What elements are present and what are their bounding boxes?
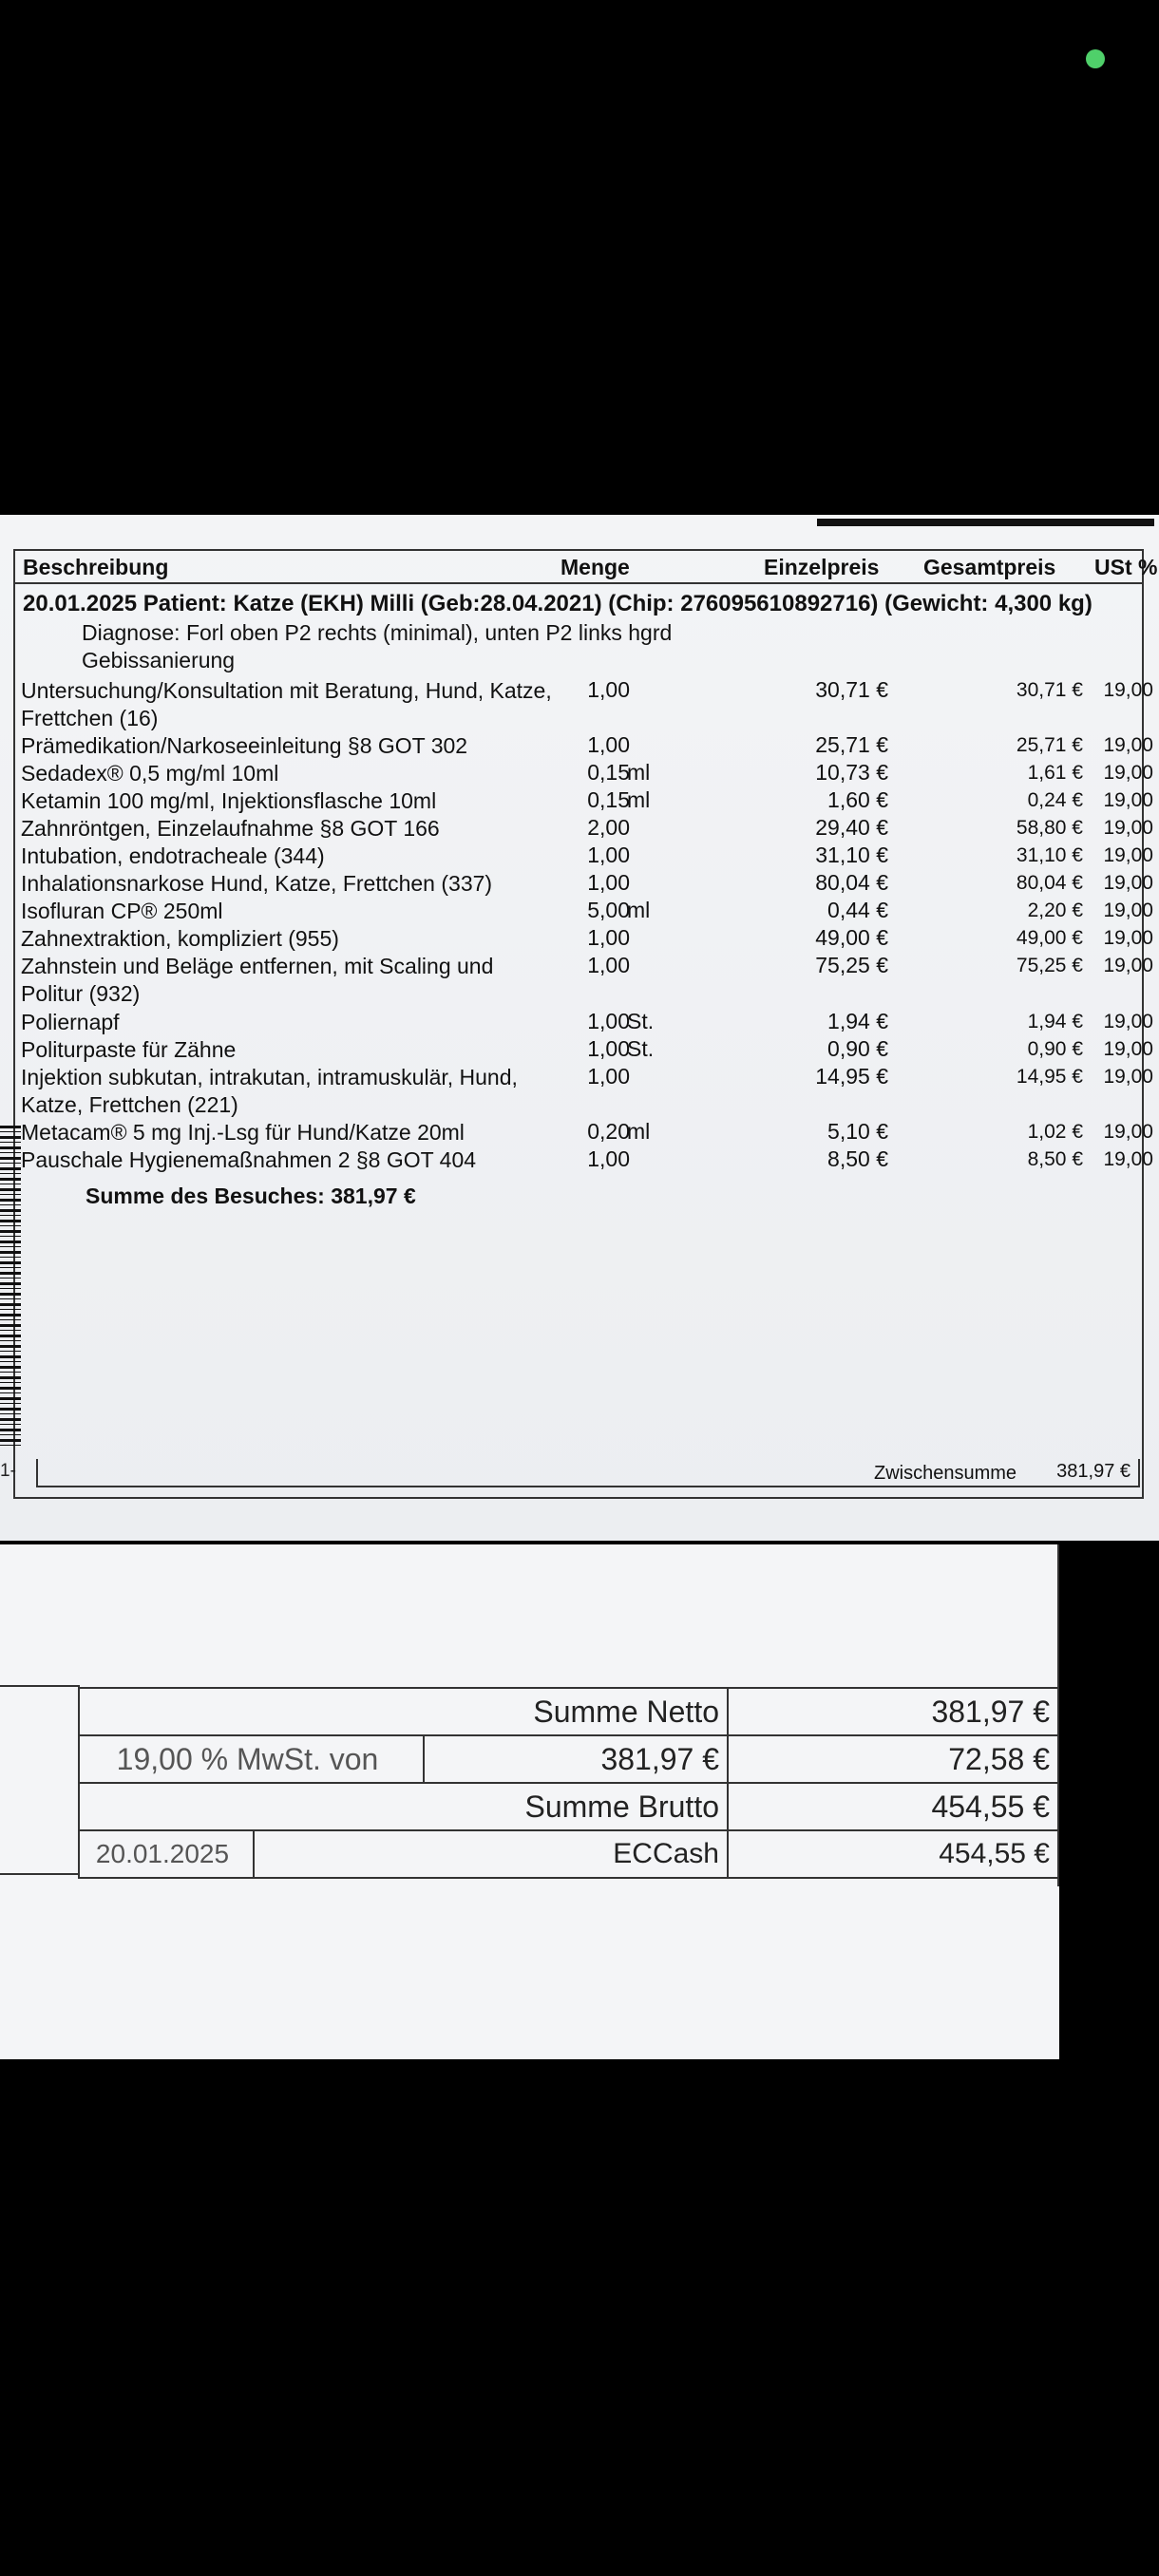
header-quantity: Menge (560, 555, 630, 579)
item-description: Injektion subkutan, intrakutan, intramuskulär, Hund, Katze, Frettchen (221) (21, 1065, 518, 1117)
item-total-price: 0,24 € (1027, 789, 1083, 811)
item-unit: ml (627, 787, 651, 812)
item-description: Untersuchung/Konsultation mit Beratung, Hund, Katze, Frettchen (16) (21, 678, 552, 730)
item-unit: St. (627, 1009, 655, 1033)
item-quantity: 2,00 (587, 815, 630, 840)
vat-label: 19,00 % MwSt. von (78, 1734, 425, 1784)
item-unit-price: 75,25 € (815, 953, 888, 977)
table-row (0, 677, 1159, 732)
item-quantity: 1,00 (587, 1064, 630, 1089)
item-description: Sedadex® 0,5 mg/ml 10ml (21, 761, 279, 786)
item-total-price: 49,00 € (1016, 927, 1083, 949)
item-unit-price: 0,44 € (827, 898, 888, 922)
header-total-price: Gesamtpreis (923, 555, 1056, 579)
item-total-price: 8,50 € (1027, 1148, 1083, 1170)
item-total-price: 58,80 € (1016, 817, 1083, 839)
item-unit-price: 5,10 € (827, 1119, 888, 1144)
camera-indicator-dot (1086, 49, 1105, 68)
top-edge-bar (817, 519, 1154, 526)
item-unit-price: 31,10 € (815, 843, 888, 867)
item-vat: 19,00 (1103, 1148, 1153, 1170)
item-quantity: 0,20 (587, 1119, 630, 1144)
item-total-price: 1,02 € (1027, 1121, 1083, 1143)
item-description: Isofluran CP® 250ml (21, 899, 223, 923)
item-total-price: 75,25 € (1016, 955, 1083, 976)
item-description: Zahnextraktion, kompliziert (955) (21, 926, 339, 951)
diagnosis-line-2: Gebissanierung (82, 648, 236, 672)
item-total-price: 14,95 € (1016, 1066, 1083, 1088)
item-description: Politurpaste für Zähne (21, 1037, 237, 1062)
item-quantity: 1,00 (587, 953, 630, 977)
item-unit-price: 14,95 € (815, 1064, 888, 1089)
net-value: 381,97 € (727, 1687, 1059, 1736)
item-vat: 19,00 (1103, 762, 1153, 784)
item-vat: 19,00 (1103, 844, 1153, 866)
item-vat: 19,00 (1103, 955, 1153, 976)
item-quantity: 0,15 (587, 760, 630, 785)
item-total-price: 0,90 € (1027, 1038, 1083, 1060)
barcode (0, 1126, 21, 1449)
patient-line: 20.01.2025 Patient: Katze (EKH) Milli (Geb:28.04.2021) (Chip: 276095610892716) (Gewicht: 4,300 kg) (23, 591, 1092, 616)
subtotal-label: Zwischensumme (874, 1463, 1017, 1484)
item-unit: ml (627, 898, 651, 922)
item-quantity: 1,00 (587, 870, 630, 895)
item-quantity: 1,00 (587, 677, 630, 702)
item-quantity: 1,00 (587, 1009, 630, 1033)
item-total-price: 30,71 € (1016, 679, 1083, 701)
item-unit-price: 30,71 € (815, 677, 888, 702)
item-total-price: 1,61 € (1027, 762, 1083, 784)
item-vat: 19,00 (1103, 1038, 1153, 1060)
item-unit-price: 25,71 € (815, 732, 888, 757)
item-quantity: 1,00 (587, 843, 630, 867)
item-description: Zahnstein und Beläge entfernen, mit Scaling und Politur (932) (21, 954, 494, 1006)
item-vat: 19,00 (1103, 927, 1153, 949)
summary-table (78, 1687, 1059, 1886)
item-quantity: 5,00 (587, 898, 630, 922)
item-vat: 19,00 (1103, 789, 1153, 811)
item-description: Ketamin 100 mg/ml, Injektionsflasche 10ml (21, 788, 437, 813)
diagnosis-line-1: Diagnose: Forl oben P2 rechts (minimal), unten P2 links hgrd (82, 620, 673, 645)
item-unit-price: 8,50 € (827, 1146, 888, 1171)
payment-method: ECCash (253, 1829, 729, 1879)
item-unit: ml (627, 1119, 651, 1144)
item-unit-price: 10,73 € (815, 760, 888, 785)
table-row (0, 1064, 1159, 1119)
item-vat: 19,00 (1103, 900, 1153, 921)
subtotal-value: 381,97 € (1056, 1461, 1130, 1482)
item-quantity: 1,00 (587, 1036, 630, 1061)
header-description: Beschreibung (23, 555, 169, 579)
item-description: Poliernapf (21, 1010, 120, 1034)
item-unit: ml (627, 760, 651, 785)
item-description: Zahnröntgen, Einzelaufnahme §8 GOT 166 (21, 816, 440, 841)
item-total-price: 31,10 € (1016, 844, 1083, 866)
payment-date: 20.01.2025 (78, 1829, 255, 1879)
visit-sum: Summe des Besuches: 381,97 € (86, 1184, 416, 1208)
vat-base: 381,97 € (423, 1734, 729, 1784)
item-unit-price: 0,90 € (827, 1036, 888, 1061)
item-total-price: 1,94 € (1027, 1011, 1083, 1032)
vat-value: 72,58 € (727, 1734, 1059, 1784)
item-vat: 19,00 (1103, 734, 1153, 756)
item-quantity: 0,15 (587, 787, 630, 812)
item-vat: 19,00 (1103, 872, 1153, 894)
item-quantity: 1,00 (587, 925, 630, 950)
page-marker: 1- (0, 1461, 16, 1481)
item-unit-price: 49,00 € (815, 925, 888, 950)
item-total-price: 80,04 € (1016, 872, 1083, 894)
header-divider (13, 582, 1144, 584)
item-total-price: 2,20 € (1027, 900, 1083, 921)
item-unit-price: 1,60 € (827, 787, 888, 812)
item-unit: St. (627, 1036, 655, 1061)
gross-value: 454,55 € (727, 1782, 1059, 1831)
item-unit-price: 1,94 € (827, 1009, 888, 1033)
payment-value: 454,55 € (727, 1829, 1059, 1879)
item-description: Metacam® 5 mg Inj.-Lsg für Hund/Katze 20ml (21, 1120, 465, 1145)
table-row (0, 953, 1159, 1008)
item-quantity: 1,00 (587, 732, 630, 757)
item-unit-price: 80,04 € (815, 870, 888, 895)
item-total-price: 25,71 € (1016, 734, 1083, 756)
item-unit-price: 29,40 € (815, 815, 888, 840)
item-description: Inhalationsnarkose Hund, Katze, Frettchen (337) (21, 871, 493, 896)
item-quantity: 1,00 (587, 1146, 630, 1171)
outer-rule-1 (0, 1685, 80, 1687)
item-vat: 19,00 (1103, 1066, 1153, 1088)
item-vat: 19,00 (1103, 1121, 1153, 1143)
item-vat: 19,00 (1103, 679, 1153, 701)
item-vat: 19,00 (1103, 817, 1153, 839)
header-vat: USt % (1094, 555, 1158, 579)
net-label: Summe Netto (78, 1687, 729, 1736)
item-vat: 19,00 (1103, 1011, 1153, 1032)
item-description: Intubation, endotracheale (344) (21, 843, 325, 868)
header-unit-price: Einzelpreis (764, 555, 880, 579)
item-description: Pauschale Hygienemaßnahmen 2 §8 GOT 404 (21, 1147, 477, 1172)
gross-label: Summe Brutto (78, 1782, 729, 1831)
item-description: Prämedikation/Narkoseeinleitung §8 GOT 302 (21, 733, 468, 758)
outer-rule-2 (0, 1873, 80, 1875)
